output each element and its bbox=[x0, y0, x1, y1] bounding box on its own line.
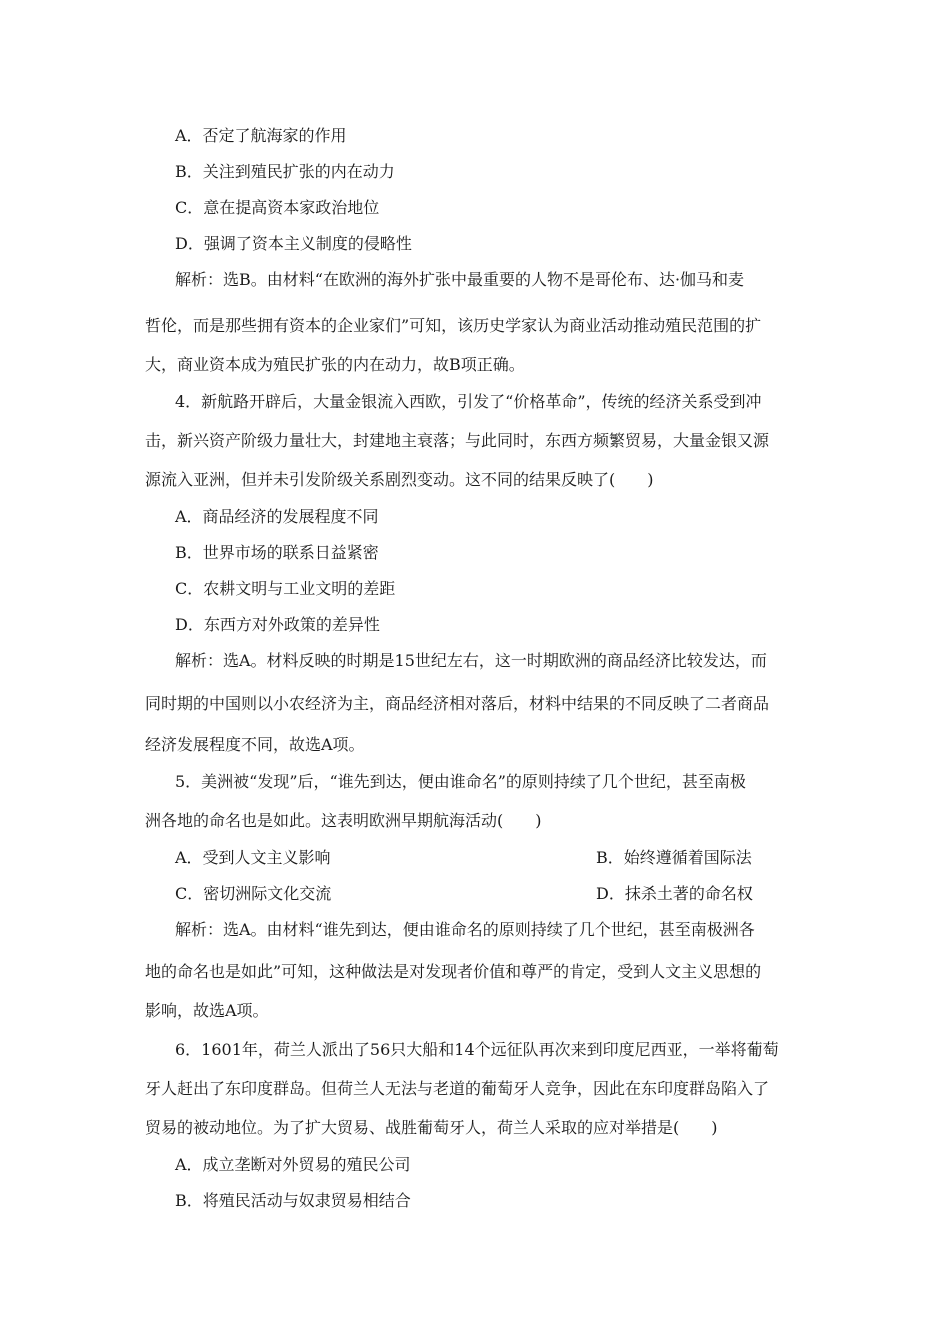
q4-stem-line: 击，新兴资产阶级力量壮大，封建地主衰落；与此同时，东西方频繁贸易，大量金银又源 bbox=[145, 431, 770, 450]
q5-analysis-line: 解析：选A。由材料“谁先到达，便由谁命名的原则持续了几个世纪，甚至南极洲各 bbox=[175, 920, 755, 939]
q4-analysis-line: 经济发展程度不同，故选A项。 bbox=[145, 735, 365, 754]
q5-option-c: C．密切洲际文化交流 bbox=[175, 884, 332, 903]
q5-analysis-line: 影响，故选A项。 bbox=[145, 1001, 269, 1020]
q3-analysis-line: 解析：选B。由材料“在欧洲的海外扩张中最重要的人物不是哥伦布、达·伽马和麦 bbox=[175, 270, 745, 289]
q3-option-d: D．强调了资本主义制度的侵略性 bbox=[175, 234, 412, 253]
q3-option-b: B．关注到殖民扩张的内在动力 bbox=[175, 162, 395, 181]
q4-stem-line: 4．新航路开辟后，大量金银流入西欧，引发了“价格革命”，传统的经济关系受到冲 bbox=[175, 392, 762, 411]
q6-stem-line: 6．1601年，荷兰人派出了56只大船和14个远征队再次来到印度尼西亚，一举将葡萄 bbox=[175, 1040, 779, 1059]
q6-option-a: A．成立垄断对外贸易的殖民公司 bbox=[175, 1155, 411, 1174]
q3-analysis-line: 哲伦，而是那些拥有资本的企业家们”可知，该历史学家认为商业活动推动殖民范围的扩 bbox=[145, 316, 762, 335]
q4-analysis-line: 同时期的中国则以小农经济为主，商品经济相对落后，材料中结果的不同反映了二者商品 bbox=[145, 694, 770, 713]
q4-option-a: A．商品经济的发展程度不同 bbox=[175, 507, 379, 526]
q5-option-b: B．始终遵循着国际法 bbox=[596, 848, 752, 867]
q6-stem-line: 牙人赶出了东印度群岛。但荷兰人无法与老道的葡萄牙人竞争，因此在东印度群岛陷入了 bbox=[145, 1079, 770, 1098]
q6-stem-line: 贸易的被动地位。为了扩大贸易、战胜葡萄牙人，荷兰人采取的应对举措是( ) bbox=[145, 1118, 718, 1137]
q3-analysis-line: 大，商业资本成为殖民扩张的内在动力，故B项正确。 bbox=[145, 355, 525, 374]
q5-stem-line: 5．美洲被“发现”后，“谁先到达，便由谁命名”的原则持续了几个世纪，甚至南极 bbox=[175, 772, 746, 791]
q4-option-b: B．世界市场的联系日益紧密 bbox=[175, 543, 379, 562]
q6-option-b: B．将殖民活动与奴隶贸易相结合 bbox=[175, 1191, 411, 1210]
q5-analysis-line: 地的命名也是如此”可知，这种做法是对发现者价值和尊严的肯定，受到人文主义思想的 bbox=[145, 962, 762, 981]
q5-option-d: D．抹杀土著的命名权 bbox=[596, 884, 753, 903]
q4-option-d: D．东西方对外政策的差异性 bbox=[175, 615, 380, 634]
q5-stem-line: 洲各地的命名也是如此。这表明欧洲早期航海活动( ) bbox=[145, 811, 542, 830]
q4-stem-line: 源流入亚洲，但并未引发阶级关系剧烈变动。这不同的结果反映了( ) bbox=[145, 470, 654, 489]
q5-option-a: A．受到人文主义影响 bbox=[175, 848, 331, 867]
q3-option-c: C．意在提高资本家政治地位 bbox=[175, 198, 380, 217]
q3-option-a: A．否定了航海家的作用 bbox=[175, 126, 347, 145]
q4-analysis-line: 解析：选A。材料反映的时期是15世纪左右，这一时期欧洲的商品经济比较发达，而 bbox=[175, 651, 767, 670]
q4-option-c: C．农耕文明与工业文明的差距 bbox=[175, 579, 396, 598]
